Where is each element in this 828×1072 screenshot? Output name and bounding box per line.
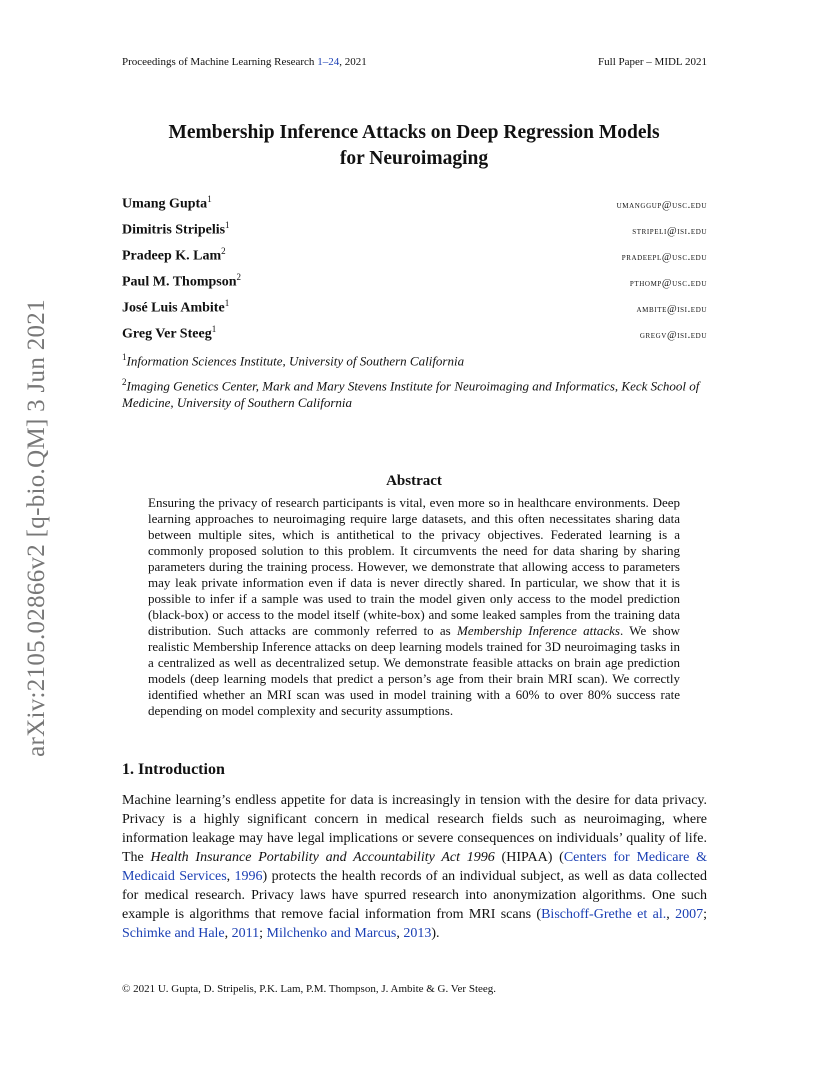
author-email[interactable]: pradeepl@usc.edu bbox=[621, 251, 707, 263]
citation-link[interactable]: Schimke and Hale bbox=[122, 926, 225, 941]
author-name: Greg Ver Steeg$^1$ bbox=[122, 324, 217, 342]
section-heading-introduction: 1. Introduction bbox=[122, 761, 225, 778]
author-name: Umang Gupta$^1$ bbox=[122, 194, 212, 212]
author-email[interactable]: umanggup@usc.edu bbox=[616, 199, 707, 211]
copyright-footer: © 2021 U. Gupta, D. Stripelis, P.K. Lam, P.M. Thompson, J. Ambite & G. Ver Steeg. bbox=[122, 983, 497, 995]
affiliation-1: $^1$Information Sciences Institute, University of Southern California bbox=[122, 352, 465, 369]
abstract-body: Ensuring the privacy of research participants is vital, even more so in healthcare environments. Deep learning approaches to neuroimaging require large datasets, and this often necessitates sharing data between multiple sites, which is antithetical to the privacy objectives. Federated learning is a commonly proposed solution to this problem. It circumvents the need for data sharing by sharing parameters during the training process. However, we demonstrate that allowing access to parameters may leak private information even if data is never directly shared. In particular, we show that it is possible to infer if a sample was used to train the model given only access to the model prediction (black-box) or access to the model itself (white-box) and some leaked samples from the training data distribution. Such attacks are commonly referred to as Membership Inference attacks. We show realistic Membership Inference attacks on deep learning models trained for 3D neuroimaging tasks in a centralized as well as decentralized setup. We demonstrate feasible attacks on brain age prediction models (deep learning models that predict a person’s age from their brain MRI scan). We correctly identified whether an MRI scan was used in model training with a 60% to over 80% success rate depending on model complexity and security assumptions. bbox=[148, 495, 680, 718]
author-name: José Luis Ambite$^1$ bbox=[122, 298, 230, 316]
arxiv-side-identifier bbox=[20, 280, 54, 775]
author-email[interactable]: pthomp@usc.edu bbox=[629, 277, 707, 289]
author-email[interactable]: gregv@isi.edu bbox=[639, 329, 707, 341]
abstract-heading: Abstract bbox=[386, 473, 442, 489]
citation-link[interactable]: Milchenko and Marcus bbox=[266, 926, 397, 941]
author-row bbox=[122, 194, 707, 220]
author-name: Dimitris Stripelis$^1$ bbox=[122, 220, 230, 238]
paper-title: Membership Inference Attacks on Deep Regression Models for Neuroimaging bbox=[168, 122, 660, 169]
citation-year-link[interactable]: 2013 bbox=[403, 926, 432, 941]
author-row bbox=[122, 324, 707, 350]
arxiv-id-text: arXiv:2105.02866v2 [q-bio.QM] 3 Jun 2021 bbox=[23, 298, 50, 757]
introduction-body: Machine learning’s endless appetite for data is increasingly in tension with the desire for data privacy. Privacy is a highly significant concern in medical research fields such as neuroimaging, where information leakage may have legal implications or severe consequences on individuals’ quality of life. The Health Insurance Portability and Accountability Act 1996 (HIPAA) (Centers for Medicare & Medicaid Services, 1996) protects the health records of an individual subject, as well as data collected for medical research. Privacy laws have spurred research into anonymization algorithms. One such example is algorithms that remove facial information from MRI scans (Bischoff-Grethe et al., 2007; Schimke and Hale, 2011; Milchenko and Marcus, 2013). bbox=[122, 793, 708, 941]
citation-year-link[interactable]: 1996 bbox=[234, 869, 263, 884]
author-row bbox=[122, 298, 707, 324]
author-name: Pradeep K. Lam$^2$ bbox=[122, 246, 226, 264]
author-row bbox=[122, 220, 707, 246]
running-header-left: Proceedings of Machine Learning Research 1–24, 2021 bbox=[122, 56, 367, 68]
citation-year-link[interactable]: 2007 bbox=[675, 907, 704, 922]
citation-link[interactable]: Bischoff-Grethe et al. bbox=[541, 907, 667, 922]
author-list bbox=[122, 194, 707, 350]
citation-link[interactable]: Centers for Medicare & Medicaid Services bbox=[122, 850, 708, 884]
author-email[interactable]: stripeli@isi.edu bbox=[632, 225, 707, 237]
running-header-right: Full Paper – MIDL 2021 bbox=[598, 56, 707, 68]
author-row bbox=[122, 272, 707, 298]
citation-year-link[interactable]: 2011 bbox=[231, 926, 260, 941]
author-email[interactable]: ambite@isi.edu bbox=[636, 303, 707, 315]
affiliation-2: $^2$Imaging Genetics Center, Mark and Mary Stevens Institute for Neuroimaging and Informatics, Keck School of Medicine, University of Southern California bbox=[122, 377, 700, 411]
author-row bbox=[122, 246, 707, 272]
page-range-link[interactable]: 1–24 bbox=[317, 56, 340, 68]
author-name: Paul M. Thompson$^2$ bbox=[122, 272, 241, 290]
